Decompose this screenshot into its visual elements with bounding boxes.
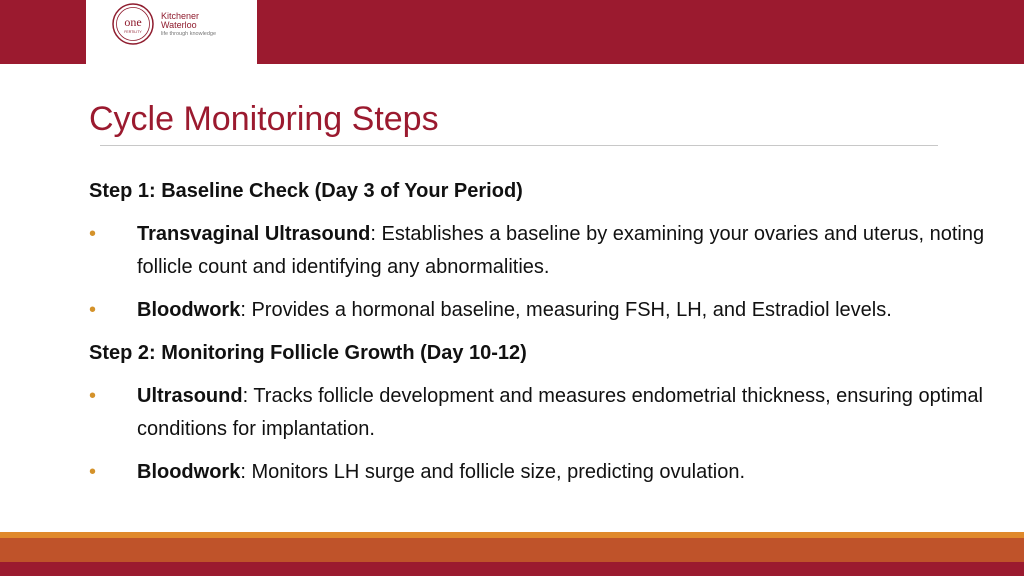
footer-band-orange (0, 538, 1024, 562)
bullet-icon: • (89, 385, 97, 407)
slide-title: Cycle Monitoring Steps (89, 100, 439, 138)
slide-content (89, 175, 1019, 499)
bullet-text: : Establishes a baseline by examining your ovaries and uterus, noting follicle count and identifying any abnormalities. (137, 223, 985, 278)
bullet-term: Transvaginal Ultrasound (137, 223, 371, 245)
bullet-text: : Provides a hormonal baseline, measuring FSH, LH, and Estradiol levels. (240, 299, 892, 321)
bullet-term: Ultrasound (137, 385, 243, 407)
step-2-list (89, 380, 1019, 489)
list-item (89, 380, 1019, 446)
footer-band-red (0, 562, 1024, 576)
logo-seal-icon (112, 3, 154, 45)
bullet-text: : Monitors LH surge and follicle size, predicting ovulation. (240, 461, 746, 483)
logo-tagline: life through knowledge (161, 31, 217, 37)
step-2-heading: Step 2: Monitoring Follicle Growth (Day 10-12) (89, 342, 527, 364)
bullet-term: Bloodwork (137, 461, 241, 483)
logo-text (161, 12, 257, 38)
logo (86, 0, 257, 64)
list-item (89, 294, 1019, 327)
logo-seal-subtext: FERTILITY (124, 30, 142, 34)
list-item (89, 218, 1019, 284)
logo-name-line2: Waterloo (161, 20, 197, 30)
bullet-icon: • (89, 461, 97, 483)
bullet-term: Bloodwork (137, 299, 241, 321)
title-divider (100, 145, 938, 146)
bullet-icon: • (89, 223, 97, 245)
step-1-list (89, 218, 1019, 327)
logo-seal-text: one (124, 15, 142, 29)
logo-name-line1: Kitchener (161, 11, 200, 21)
list-item (89, 456, 1019, 489)
bullet-icon: • (89, 299, 97, 321)
step-1-heading: Step 1: Baseline Check (Day 3 of Your Period) (89, 180, 523, 202)
bullet-text: : Tracks follicle development and measures endometrial thickness, ensuring optimal conditions for implantation. (137, 385, 983, 440)
